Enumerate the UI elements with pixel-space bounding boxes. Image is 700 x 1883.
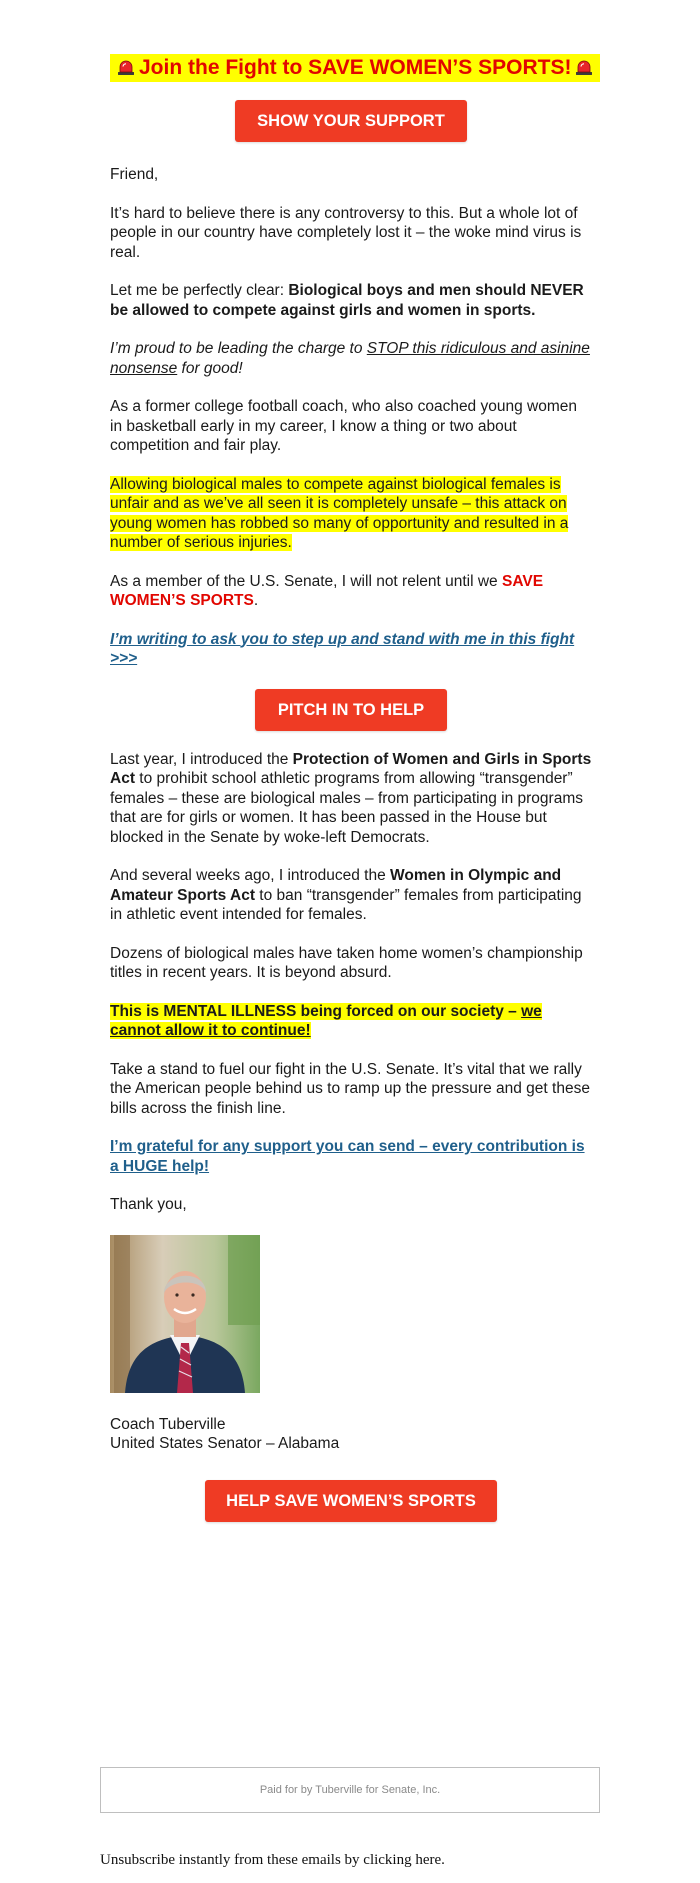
underlined-phrase: STOP this ridiculous and asinine nonsense [110,340,590,377]
help-save-womens-sports-button[interactable]: HELP SAVE WOMEN’S SPORTS [205,1480,497,1522]
cta-row-bottom [110,1454,592,1522]
paragraph-tail: . [253,592,259,609]
cta-row-middle [110,669,592,731]
bold-statement: Biological boys and men should NEVER be allowed to compete against girls and women in sports. [110,282,584,319]
paragraph-championship-titles: Dozens of biological males have taken home women’s championship titles in recent years. It is beyond absurd. [110,944,583,981]
paid-for-box [100,1767,600,1813]
siren-icon [575,59,593,75]
paragraph-lead: And several weeks ago, I introduced the [110,867,391,884]
paragraph-lead: Let me be perfectly clear: [110,282,289,299]
paragraph-senate-member [110,572,592,611]
paragraph-ask-link [110,630,592,669]
grateful-support-link[interactable]: I’m grateful for any support you can send – every contribution is a HUGE help! [110,1138,585,1175]
cta-row-top [110,82,592,142]
headline-row [110,54,592,82]
paragraph-lead: This is MENTAL ILLNESS being forced on our society – [110,1002,522,1020]
act-name: Protection of Women and Girls in Sports Act [110,750,592,787]
thank-you: Thank you, [110,1196,187,1213]
headline-text: Join the Fight to SAVE WOMEN’S SPORTS! [139,56,572,79]
senator-photo [110,1235,260,1393]
paid-for-text: Paid for by Tuberville for Senate, Inc. [259,1784,441,1796]
paragraph-highlighted-unfair [110,475,592,553]
act-name: Women in Olympic and Amateur Sports Act [110,867,562,904]
paragraph-tail: to ban “transgender” females from participating in athletic event intended for females. [110,886,582,923]
paragraph-lead: As a member of the U.S. Senate, I will not relent until we [110,572,502,590]
paragraph-coach-background: As a former college football coach, who also coached young women in basketball early in my career, I know a thing or two about competition and fair play. [110,398,577,454]
paragraph-woke-virus: It’s hard to believe there is any controversy to this. But a whole lot of people in our country have completely lost it – the woke mind virus is real. [110,204,582,261]
paragraph-lead: I’m proud to be leading the charge to [110,340,367,357]
show-support-button[interactable]: SHOW YOUR SUPPORT [235,100,467,142]
paragraph-tail: for good! [177,359,243,377]
unsubscribe-link[interactable]: Unsubscribe instantly from these emails by clicking here. [100,1852,445,1868]
signature-name: Coach Tuberville [110,1415,226,1433]
paragraph-grateful-link [110,1137,592,1176]
underlined-phrase: we cannot allow it to continue! [110,1002,542,1039]
paragraph-protection-act [110,750,592,848]
paragraph-leading-charge [110,339,592,378]
paragraph-lead: Last year, I introduced the [110,750,293,768]
paragraph-mental-illness [110,1002,592,1041]
stand-with-me-link[interactable]: I’m writing to ask you to step up and stand with me in this fight >>> [110,630,575,667]
paragraph-perfectly-clear [110,281,592,320]
highlighted-text: Allowing biological males to compete against biological females is unfair and as we’ve all seen it is completely unsafe – this attack on young women has robbed so many of opportunity and resulted in a number of serious injuries. [110,475,569,551]
signature-title: United States Senator – Alabama [110,1435,340,1452]
pitch-in-button[interactable]: PITCH IN TO HELP [255,689,447,731]
paragraph-take-a-stand: Take a stand to fuel our fight in the U.S. Senate. It’s vital that we rally the American people behind us to ramp up the pressure and get these bills across the finish line. [110,1060,590,1117]
save-womens-sports-red: SAVE WOMEN’S SPORTS [110,572,544,609]
siren-icon [117,59,135,75]
email-body [110,0,592,1522]
paragraph-olympic-act [110,866,592,925]
headline-banner [110,54,600,82]
greeting: Friend, [110,166,159,183]
paragraph-tail: to prohibit school athletic programs from allowing “transgender” females – these are biological males – from participating in programs that are for girls or women. It has been passed in the House but blocked in the Senate by woke-left Democrats. [110,770,583,846]
highlighted-bold-text [110,1003,542,1040]
